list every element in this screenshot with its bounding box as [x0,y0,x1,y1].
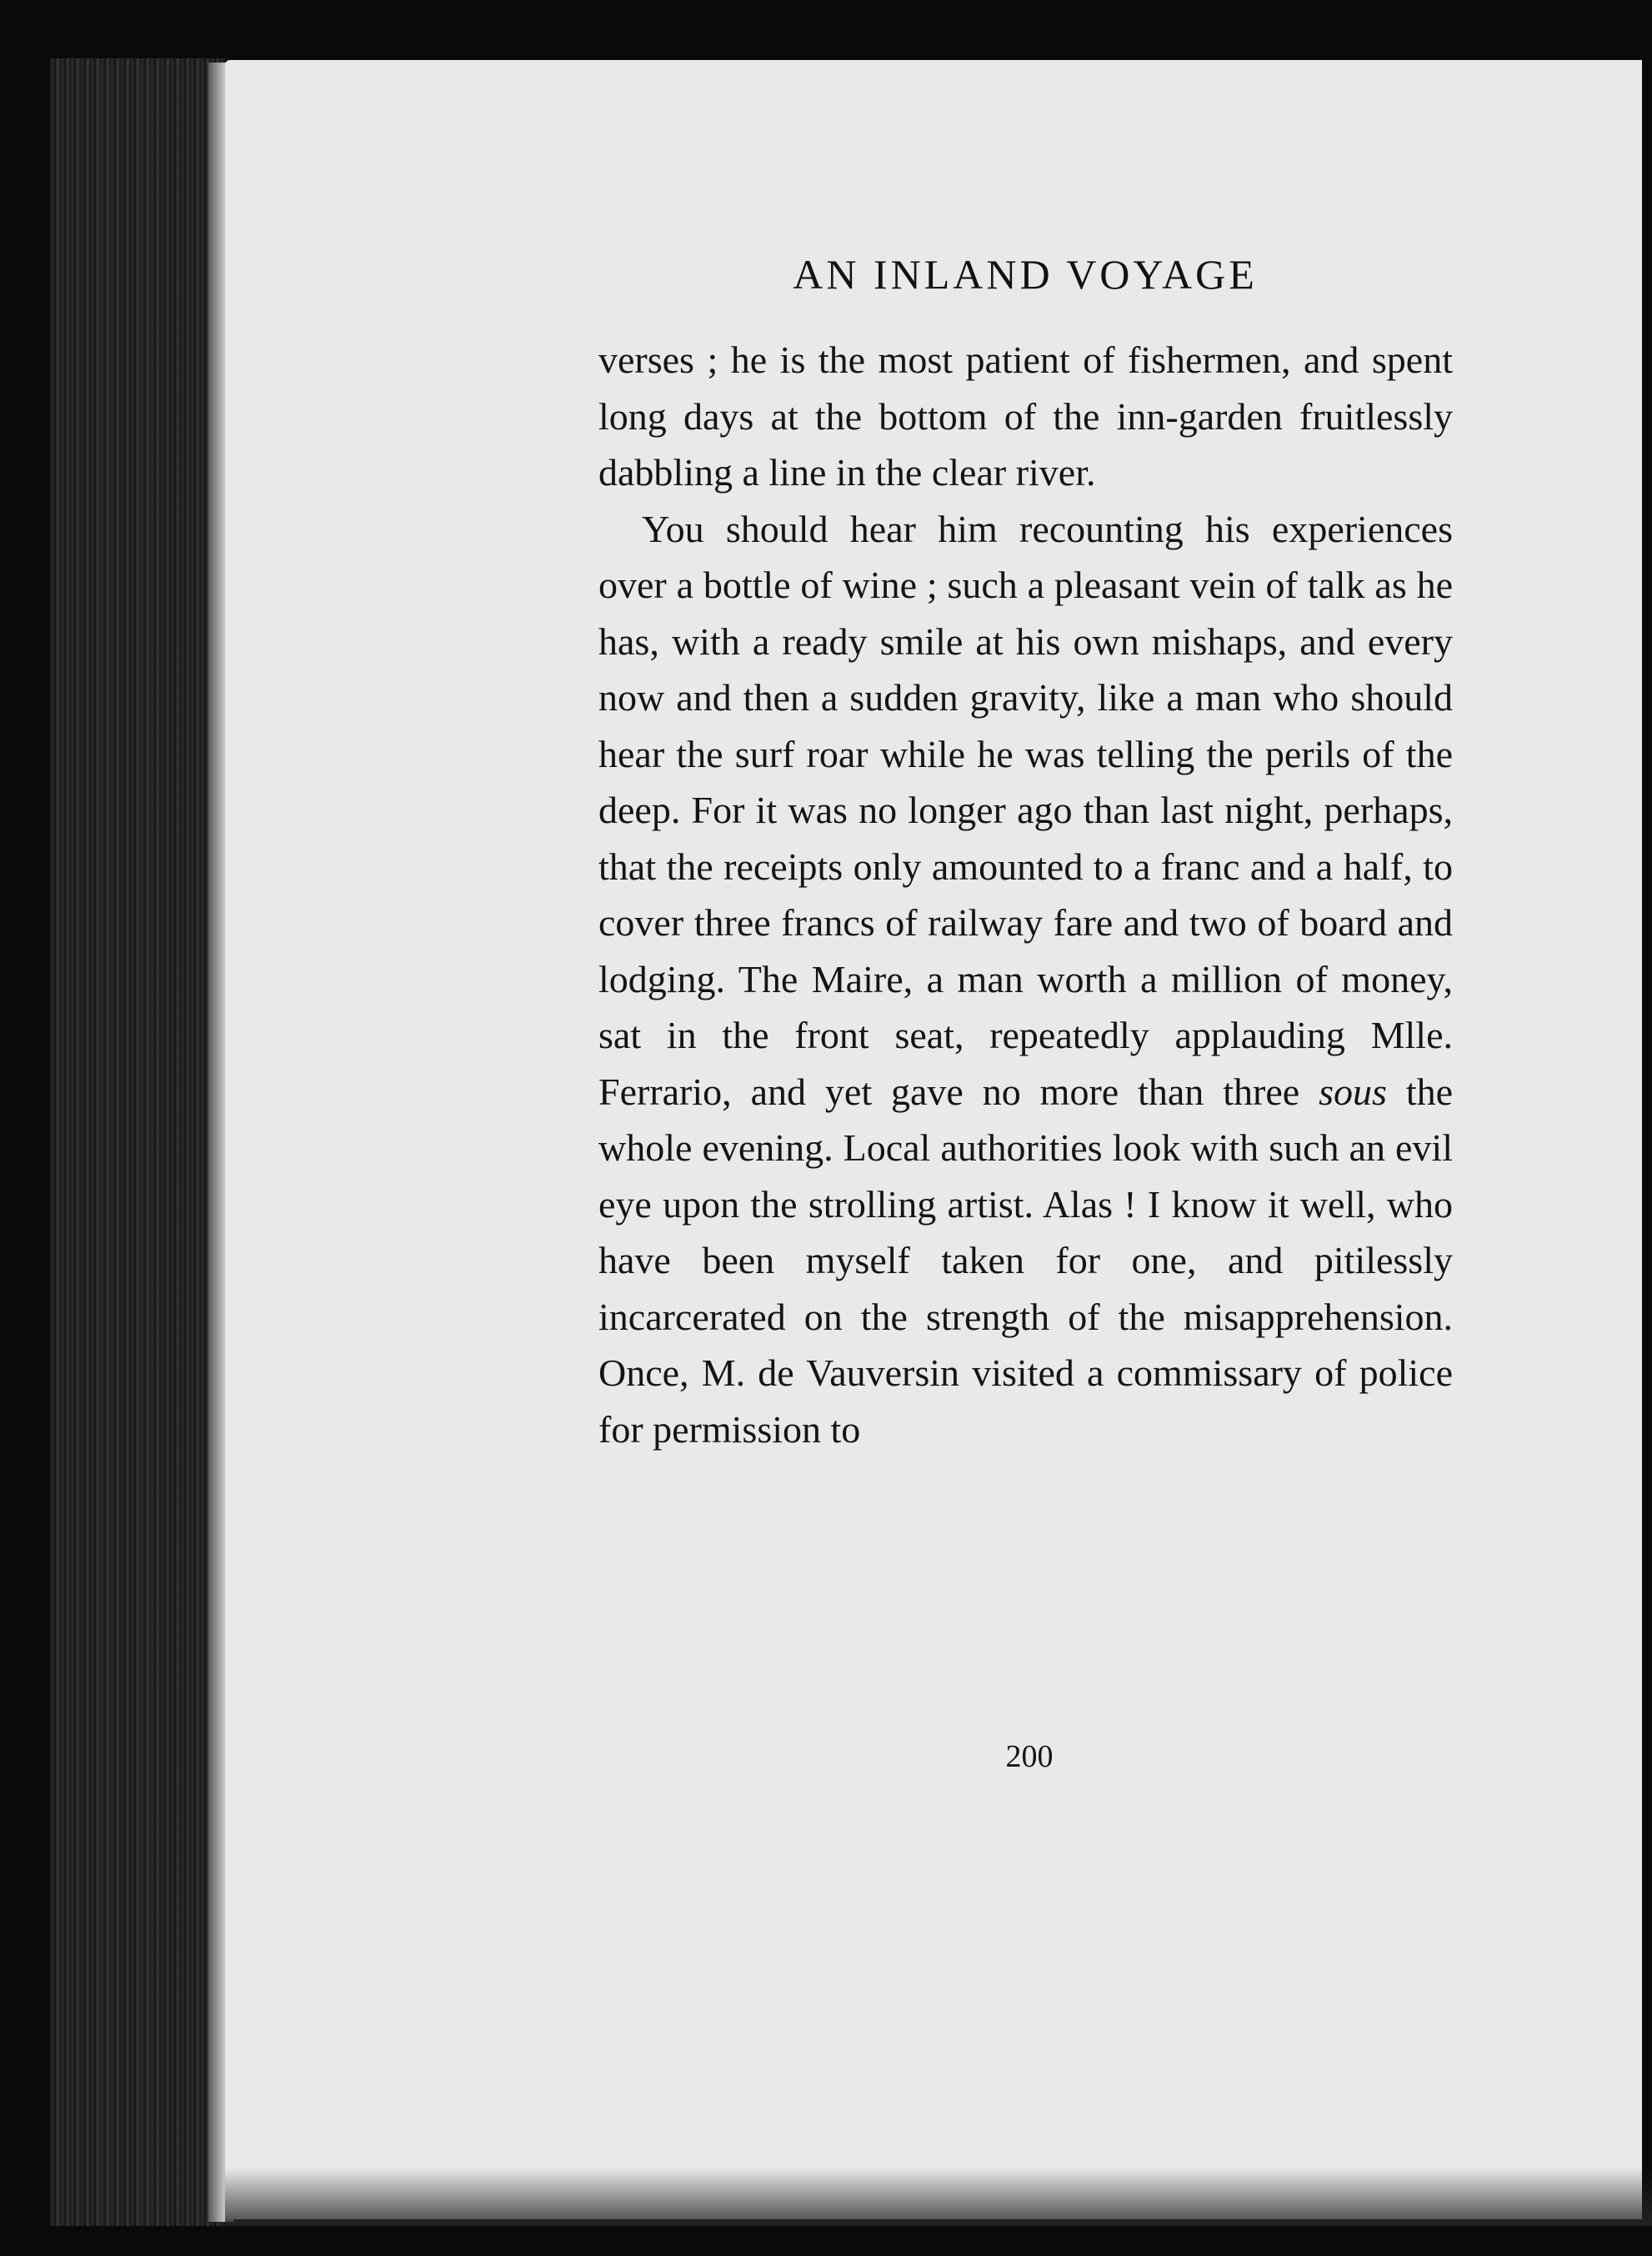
paragraph-2-start: You should hear him recounting his experiences over a bottle of wine ; such a pleasant vein of talk as he has, with a ready smile at his own mishaps, and every now and then a sudden gravity, like a man who should hear the surf roar while he was telling the perils of the deep. For it was no longer ago than last night, perhaps, that the receipts only amounted to a franc and a half, to cover three francs of railway fare and two of board and lodging. The Maire, a man worth a million of money, sat in the front seat, repeatedly applauding Mlle. Ferrario, and yet gave no more than three [598,507,1453,1113]
italic-word: sous [1319,1070,1387,1113]
running-head: AN INLAND VOYAGE [793,251,1258,298]
paragraph-1: verses ; he is the most patient of fishermen, and spent long days at the bottom of the inn-garden fruitlessly dabbling a line in the clear river. [598,338,1453,494]
body-text [598,332,1453,1457]
paragraph-2 [598,501,1453,1458]
page-bottom-shadow [225,2168,1652,2226]
page-number: 200 [1005,1739,1054,1774]
paragraph-2-end: the whole evening. Local authorities look with such an evil eye upon the strolling artist. Alas ! I know it well, who have been myself taken for one, and pitilessly incarcerated on the strength of the misapprehension. Once, M. de Vauversin visited a commissary of police for permission to [598,1070,1454,1451]
book-spine [50,58,225,2226]
